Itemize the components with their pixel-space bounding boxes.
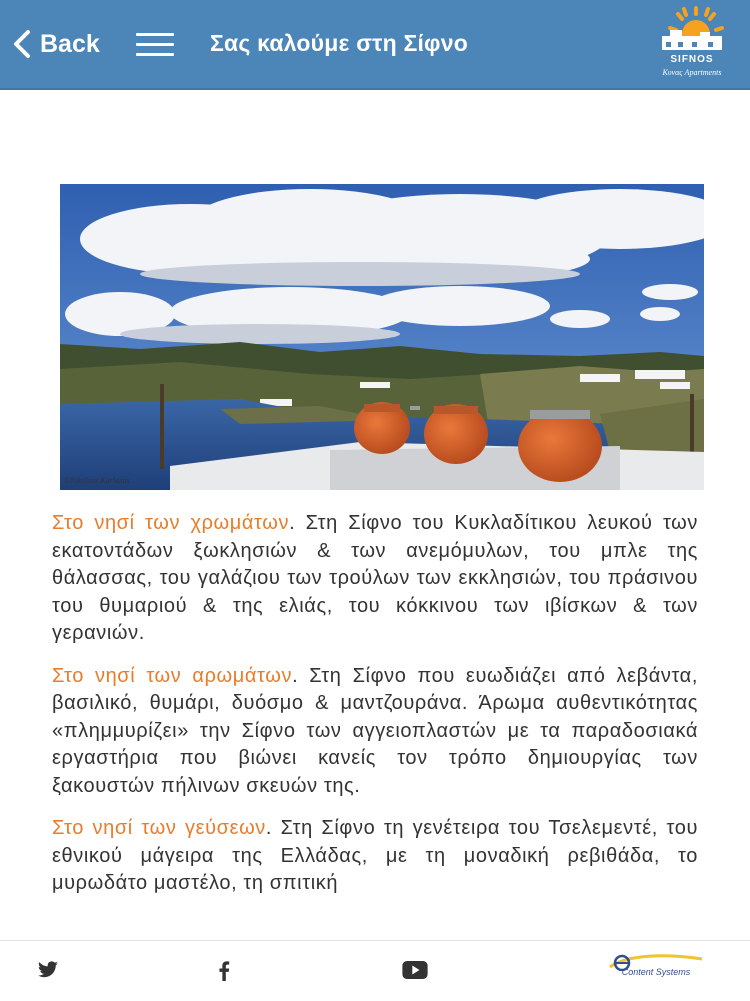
photo-credit: ©Νikolaos Karlaxas	[64, 476, 130, 485]
sifnos-landscape-image	[60, 184, 704, 490]
back-button[interactable]	[12, 27, 100, 61]
twitter-icon[interactable]	[37, 961, 59, 979]
paragraph-text: . Στη Σίφνο του Κυκλαδίτικου λευκού των εκατοντάδων ξωκλησιών & των ανεμόμυλων, του μπλε της θάλασσας, του γαλάζιου των τρούλων των εκκλησιών, του πράσινου του θυμαριού & της ελιάς, του κόκκινου των ιβίσκων & των γερανιών.	[52, 512, 698, 644]
paragraph-lead: Στο νησί των χρωμάτων	[52, 512, 290, 534]
paragraph-text: . Στη Σίφνο που ευωδιάζει από λεβάντα, βασιλικό, θυμάρι, δυόσμο & μαντζουράνα. Άρωμα αυθεντικότητας «πλημμυρίζει» την Σίφνο των αγγειοπλαστών με τα παραδοσιακά εργαστήρια που βιώνει κανείς τον τρόπο δημιουργίας των ξακουστών πήλινων σκευών της.	[52, 664, 698, 797]
chevron-left-icon	[12, 29, 32, 59]
paragraph-aromas	[52, 663, 698, 801]
paragraph-lead: Στο νησί των αρωμάτων	[52, 664, 293, 687]
paragraph-text: . Στη Σίφνο τη γενέτειρα του Τσελεμεντέ, του εθνικού μάγειρα της Ελλάδας, με τη μοναδική ρεβιθάδα, το μυρωδάτο μαστέλο, τη σπιτική	[52, 817, 698, 894]
sun-logo-icon	[644, 4, 740, 56]
partner-logo-text: Content Systems	[621, 967, 691, 977]
facebook-icon[interactable]	[218, 961, 230, 981]
logo-name: SIFNOS	[670, 54, 714, 65]
paragraph-colors	[52, 510, 698, 648]
logo-subtitle: Κυνας Apartments	[662, 68, 722, 77]
app-header	[0, 0, 750, 90]
partner-logo[interactable]	[606, 953, 706, 985]
hamburger-menu-icon[interactable]	[136, 33, 174, 57]
hero-photo	[60, 184, 704, 490]
back-label: Back	[40, 29, 100, 58]
youtube-icon[interactable]	[402, 961, 428, 979]
sifnos-logo	[644, 4, 740, 84]
paragraph-lead: Στο νησί των γεύσεων	[52, 817, 266, 839]
page-title: Σας καλούμε στη Σίφνο	[210, 30, 468, 56]
paragraph-flavors	[52, 815, 698, 898]
article-content	[52, 510, 698, 913]
